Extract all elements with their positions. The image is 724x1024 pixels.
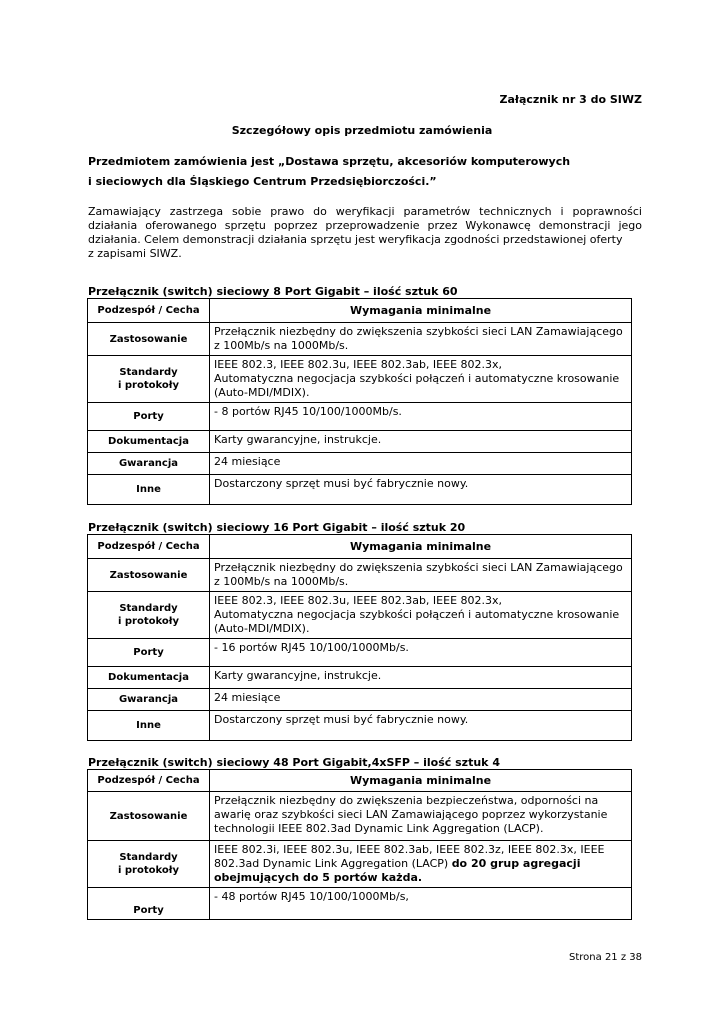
row-label: Porty: [88, 888, 210, 920]
row-label: Inne: [88, 711, 210, 741]
table-row: [88, 403, 632, 431]
row-value: - 8 portów RJ45 10/100/1000Mb/s.: [210, 403, 632, 431]
row-value: Karty gwarancyjne, instrukcje.: [210, 667, 632, 689]
row-label: Porty: [88, 403, 210, 431]
row-label-line: i protokoły: [117, 616, 179, 627]
row-label: Porty: [88, 639, 210, 667]
header-feature: Podzespół / Cecha: [88, 770, 210, 792]
table-header-row: [88, 535, 632, 559]
row-value-line: IEEE 802.3, IEEE 802.3u, IEEE 802.3ab, IEEE 802.3x,: [214, 358, 503, 371]
row-value: Przełącznik niezbędny do zwiększenia szybkości sieci LAN Zamawiającego z 100Mb/s na 1000Mb/s.: [210, 559, 632, 592]
row-value: Karty gwarancyjne, instrukcje.: [210, 431, 632, 453]
table-header-row: [88, 299, 632, 323]
row-label: [88, 592, 210, 639]
table-row: [88, 323, 632, 356]
row-label: [88, 841, 210, 888]
row-value: Przełącznik niezbędny do zwiększenia szybkości sieci LAN Zamawiającego z 100Mb/s na 1000Mb/s.: [210, 323, 632, 356]
row-value-line: Automatyczna negocjacja szybkości połączeń i automatyczne krosowanie (Auto-MDI/MDIX).: [214, 372, 620, 399]
table-row: [88, 639, 632, 667]
subject-line-1: Przedmiotem zamówienia jest „Dostawa sprzętu, akcesoriów komputerowych: [88, 155, 571, 168]
row-value-line: Automatyczna negocjacja szybkości połączeń i automatyczne krosowanie (Auto-MDI/MDIX).: [214, 608, 620, 635]
table-row: [88, 711, 632, 741]
row-value-text: IEEE 802.3i, IEEE 802.3u, IEEE 802.3ab, IEEE 802.3z, IEEE 802.3x, IEEE 802.3ad Dynamic Link Aggregation (LACP): [214, 843, 605, 870]
row-value: [210, 356, 632, 403]
spec-table-48port: [87, 769, 632, 920]
row-value: Dostarczony sprzęt musi być fabrycznie nowy.: [210, 475, 632, 505]
intro-paragraph: [88, 205, 642, 261]
spec-table-8port: [87, 298, 632, 505]
section-title-16port: Przełącznik (switch) sieciowy 16 Port Gigabit – ilość sztuk 20: [88, 521, 466, 534]
table-row: [88, 841, 632, 888]
table-row: [88, 431, 632, 453]
header-requirements: Wymagania minimalne: [210, 535, 632, 559]
page-number: Strona 21 z 38: [569, 952, 642, 963]
row-label: Dokumentacja: [88, 431, 210, 453]
row-value: [210, 592, 632, 639]
subject-line-2: i sieciowych dla Śląskiego Centrum Przedsiębiorczości.”: [88, 175, 437, 188]
row-label: Dokumentacja: [88, 667, 210, 689]
row-label-line: i protokoły: [117, 865, 179, 876]
attachment-label: Załącznik nr 3 do SIWZ: [499, 93, 642, 106]
row-label-line: Standardy: [119, 603, 178, 614]
table-row: [88, 559, 632, 592]
table-row: [88, 888, 632, 920]
row-label: Gwarancja: [88, 689, 210, 711]
row-label: Zastosowanie: [88, 559, 210, 592]
section-title-8port: Przełącznik (switch) sieciowy 8 Port Gigabit – ilość sztuk 60: [88, 285, 458, 298]
table-row: [88, 667, 632, 689]
table-row: [88, 689, 632, 711]
row-label: Inne: [88, 475, 210, 505]
header-requirements: Wymagania minimalne: [210, 299, 632, 323]
row-label: Zastosowanie: [88, 323, 210, 356]
row-value: Przełącznik niezbędny do zwiększenia bezpieczeństwa, odporności na awarię oraz szybkości sieci LAN Zamawiającego poprzez wykorzystanie technologii IEEE 802.3ad Dynamic Link Aggregation (LACP).: [210, 792, 632, 841]
intro-text-end: z zapisami SIWZ.: [88, 247, 182, 260]
row-label-line: Standardy: [119, 367, 178, 378]
table-row: [88, 592, 632, 639]
table-row: [88, 792, 632, 841]
row-value-line: IEEE 802.3, IEEE 802.3u, IEEE 802.3ab, IEEE 802.3x,: [214, 594, 503, 607]
page-title: Szczegółowy opis przedmiotu zamówienia: [231, 124, 493, 137]
row-label: Gwarancja: [88, 453, 210, 475]
table-header-row: [88, 770, 632, 792]
spec-table-16port: [87, 534, 632, 741]
intro-text: Zamawiający zastrzega sobie prawo do weryfikacji parametrów technicznych i poprawności działania oferowanego sprzętu poprzez przeprowadzenie przez Wykonawcę demonstracji jego działania. Celem demonstracji działania sprzętu jest weryfikacja zgodności przedstawionej oferty: [88, 205, 642, 246]
row-value: 24 miesiące: [210, 689, 632, 711]
row-label: [88, 356, 210, 403]
row-value: Dostarczony sprzęt musi być fabrycznie nowy.: [210, 711, 632, 741]
header-feature: Podzespół / Cecha: [88, 299, 210, 323]
row-label: Zastosowanie: [88, 792, 210, 841]
header-requirements: Wymagania minimalne: [210, 770, 632, 792]
row-value: [210, 841, 632, 888]
row-label-line: Standardy: [119, 852, 178, 863]
table-row: [88, 453, 632, 475]
section-title-48port: Przełącznik (switch) sieciowy 48 Port Gigabit,4xSFP – ilość sztuk 4: [88, 756, 500, 769]
header-feature: Podzespół / Cecha: [88, 535, 210, 559]
row-value: - 48 portów RJ45 10/100/1000Mb/s,: [210, 888, 632, 920]
row-label-line: i protokoły: [117, 380, 179, 391]
row-value: 24 miesiące: [210, 453, 632, 475]
subject-statement: [88, 152, 648, 192]
table-row: [88, 356, 632, 403]
row-value-emphasis: do 20 grup agregacji obejmujących do 5 portów każda.: [214, 857, 581, 884]
row-value: - 16 portów RJ45 10/100/1000Mb/s.: [210, 639, 632, 667]
table-row: [88, 475, 632, 505]
